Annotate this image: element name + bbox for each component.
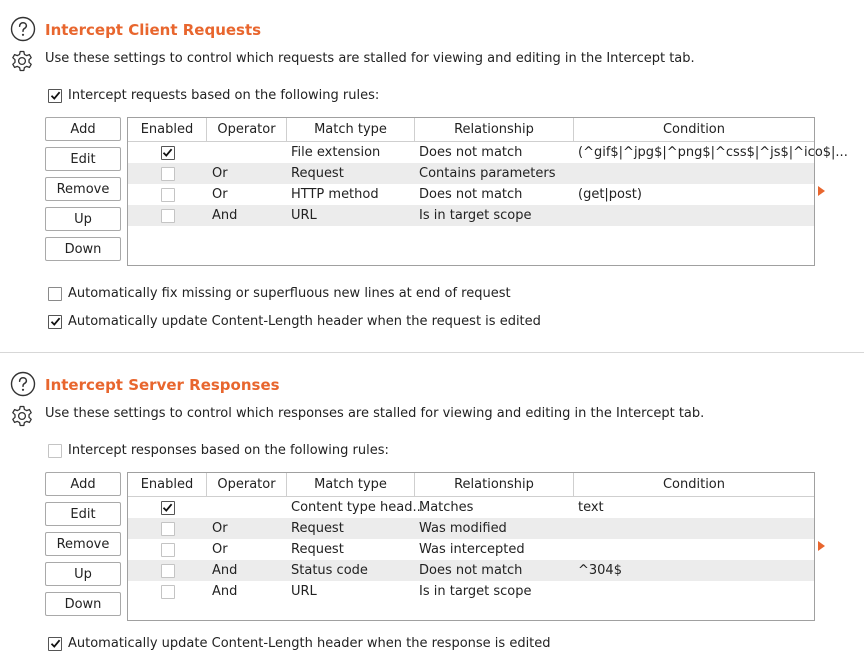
operator-cell: And bbox=[212, 208, 238, 223]
checkmark-icon bbox=[50, 638, 61, 649]
operator-cell: And bbox=[212, 584, 238, 599]
operator-cell bbox=[207, 142, 287, 163]
fix-newlines-checkbox-row[interactable] bbox=[48, 286, 511, 301]
column-header-relationship[interactable]: Relationship bbox=[415, 118, 574, 141]
intercept-responses-checkbox-row[interactable] bbox=[48, 443, 389, 458]
move-up-button[interactable]: Up bbox=[45, 207, 121, 231]
relationship-cell: Does not match bbox=[419, 563, 523, 578]
enabled-checkbox[interactable] bbox=[161, 501, 175, 515]
help-icon[interactable] bbox=[10, 16, 36, 42]
relationship-cell: Does not match bbox=[419, 187, 523, 202]
relationship-cell: Is in target scope bbox=[419, 584, 532, 599]
condition-cell: ^304$ bbox=[578, 563, 622, 578]
checkmark-icon bbox=[162, 147, 173, 158]
help-icon[interactable] bbox=[10, 371, 36, 397]
expand-arrow-icon[interactable] bbox=[818, 541, 825, 551]
column-header-condition[interactable]: Condition bbox=[662, 477, 726, 492]
relationship-cell: Was intercepted bbox=[419, 542, 525, 557]
intercept-responses-label: Intercept responses based on the following rules: bbox=[68, 443, 389, 458]
condition-cell: (^gif$|^jpg$|^png$|^css$|^js$|^ico$|... bbox=[578, 145, 848, 160]
enabled-checkbox[interactable] bbox=[161, 522, 175, 536]
enabled-cell bbox=[128, 184, 207, 205]
expand-arrow-icon[interactable] bbox=[818, 186, 825, 196]
operator-cell: Or bbox=[212, 187, 228, 202]
server-rules-table[interactable] bbox=[127, 472, 815, 621]
enabled-cell bbox=[128, 497, 207, 518]
section-divider bbox=[0, 352, 864, 353]
edit-rule-button[interactable]: Edit bbox=[45, 147, 121, 171]
intercept-requests-label: Intercept requests based on the following rules: bbox=[68, 88, 380, 103]
gear-icon[interactable] bbox=[9, 48, 35, 74]
add-rule-button[interactable]: Add bbox=[45, 117, 121, 141]
match-type-cell: URL bbox=[291, 208, 317, 223]
column-header-operator[interactable]: Operator bbox=[207, 118, 287, 141]
remove-rule-button[interactable]: Remove bbox=[45, 177, 121, 201]
relationship-cell: Does not match bbox=[419, 145, 523, 160]
checkmark-icon bbox=[162, 502, 173, 513]
intercept-requests-checkbox-row[interactable] bbox=[48, 88, 379, 103]
enabled-cell bbox=[128, 142, 207, 163]
fix-newlines-checkbox[interactable] bbox=[48, 287, 62, 301]
client-rules-table[interactable] bbox=[127, 117, 848, 266]
table-row[interactable] bbox=[128, 497, 814, 518]
table-row[interactable] bbox=[128, 184, 814, 205]
table-row[interactable] bbox=[128, 581, 814, 602]
operator-cell: And bbox=[212, 563, 238, 578]
table-row[interactable] bbox=[128, 539, 814, 560]
condition-cell bbox=[574, 205, 814, 226]
enabled-cell bbox=[128, 560, 207, 581]
enabled-checkbox[interactable] bbox=[161, 585, 175, 599]
table-body bbox=[128, 497, 814, 602]
condition-cell bbox=[574, 163, 814, 184]
server-section-title: Intercept Server Responses bbox=[45, 376, 280, 394]
match-type-cell: HTTP method bbox=[291, 187, 379, 202]
enabled-cell bbox=[128, 163, 207, 184]
enabled-cell bbox=[128, 539, 207, 560]
enabled-checkbox[interactable] bbox=[161, 146, 175, 160]
match-type-cell: File extension bbox=[291, 145, 381, 160]
operator-cell: Or bbox=[212, 521, 228, 536]
table-header bbox=[128, 118, 814, 142]
operator-cell bbox=[207, 497, 287, 518]
enabled-checkbox[interactable] bbox=[161, 188, 175, 202]
relationship-cell: Matches bbox=[419, 500, 474, 515]
relationship-cell: Is in target scope bbox=[419, 208, 532, 223]
condition-cell bbox=[574, 539, 814, 560]
gear-icon[interactable] bbox=[9, 403, 35, 429]
relationship-cell: Contains parameters bbox=[419, 166, 556, 181]
edit-rule-button[interactable]: Edit bbox=[45, 502, 121, 526]
table-body bbox=[128, 142, 848, 226]
table-header bbox=[128, 473, 814, 497]
enabled-checkbox[interactable] bbox=[161, 564, 175, 578]
table-row[interactable] bbox=[128, 142, 848, 163]
update-response-length-checkbox[interactable] bbox=[48, 637, 62, 651]
column-header-enabled[interactable]: Enabled bbox=[128, 473, 207, 496]
enabled-checkbox[interactable] bbox=[161, 209, 175, 223]
condition-cell: text bbox=[578, 500, 604, 515]
checkmark-icon bbox=[50, 90, 61, 101]
match-type-cell: Request bbox=[291, 521, 344, 536]
update-request-length-checkbox-row[interactable] bbox=[48, 314, 541, 329]
move-down-button[interactable]: Down bbox=[45, 237, 121, 261]
table-row[interactable] bbox=[128, 560, 814, 581]
client-description: Use these settings to control which requests are stalled for viewing and editing in the Intercept tab. bbox=[45, 51, 695, 66]
fix-newlines-label: Automatically fix missing or superfluous new lines at end of request bbox=[68, 286, 511, 301]
update-request-length-label: Automatically update Content-Length header when the request is edited bbox=[68, 314, 541, 329]
column-header-relationship[interactable]: Relationship bbox=[415, 473, 574, 496]
enabled-checkbox[interactable] bbox=[161, 167, 175, 181]
column-header-match-type[interactable]: Match type bbox=[287, 118, 415, 141]
move-down-button[interactable]: Down bbox=[45, 592, 121, 616]
relationship-cell: Was modified bbox=[419, 521, 507, 536]
server-description: Use these settings to control which responses are stalled for viewing and editing in the Intercept tab. bbox=[45, 406, 705, 421]
update-response-length-label: Automatically update Content-Length header when the response is edited bbox=[68, 636, 551, 651]
match-type-cell: URL bbox=[291, 584, 317, 599]
operator-cell: Or bbox=[212, 542, 228, 557]
condition-cell: (get|post) bbox=[578, 187, 642, 202]
table-row[interactable] bbox=[128, 163, 814, 184]
remove-rule-button[interactable]: Remove bbox=[45, 532, 121, 556]
checkmark-icon bbox=[50, 316, 61, 327]
operator-cell: Or bbox=[212, 166, 228, 181]
match-type-cell: Content type head... bbox=[291, 500, 425, 515]
intercept-requests-checkbox[interactable] bbox=[48, 89, 62, 103]
match-type-cell: Request bbox=[291, 542, 344, 557]
move-up-button[interactable]: Up bbox=[45, 562, 121, 586]
match-type-cell: Request bbox=[291, 166, 344, 181]
condition-cell bbox=[574, 518, 814, 539]
table-row[interactable] bbox=[128, 518, 814, 539]
condition-cell bbox=[574, 581, 814, 602]
enabled-cell bbox=[128, 205, 207, 226]
enabled-cell bbox=[128, 581, 207, 602]
column-header-enabled[interactable]: Enabled bbox=[128, 118, 207, 141]
update-request-length-checkbox[interactable] bbox=[48, 315, 62, 329]
add-rule-button[interactable]: Add bbox=[45, 472, 121, 496]
column-header-condition[interactable]: Condition bbox=[662, 122, 726, 137]
update-response-length-checkbox-row[interactable] bbox=[48, 636, 551, 651]
column-header-operator[interactable]: Operator bbox=[207, 473, 287, 496]
match-type-cell: Status code bbox=[291, 563, 368, 578]
enabled-checkbox[interactable] bbox=[161, 543, 175, 557]
client-section-title: Intercept Client Requests bbox=[45, 21, 262, 39]
table-row[interactable] bbox=[128, 205, 814, 226]
intercept-responses-checkbox[interactable] bbox=[48, 444, 62, 458]
column-header-match-type[interactable]: Match type bbox=[287, 473, 415, 496]
enabled-cell bbox=[128, 518, 207, 539]
